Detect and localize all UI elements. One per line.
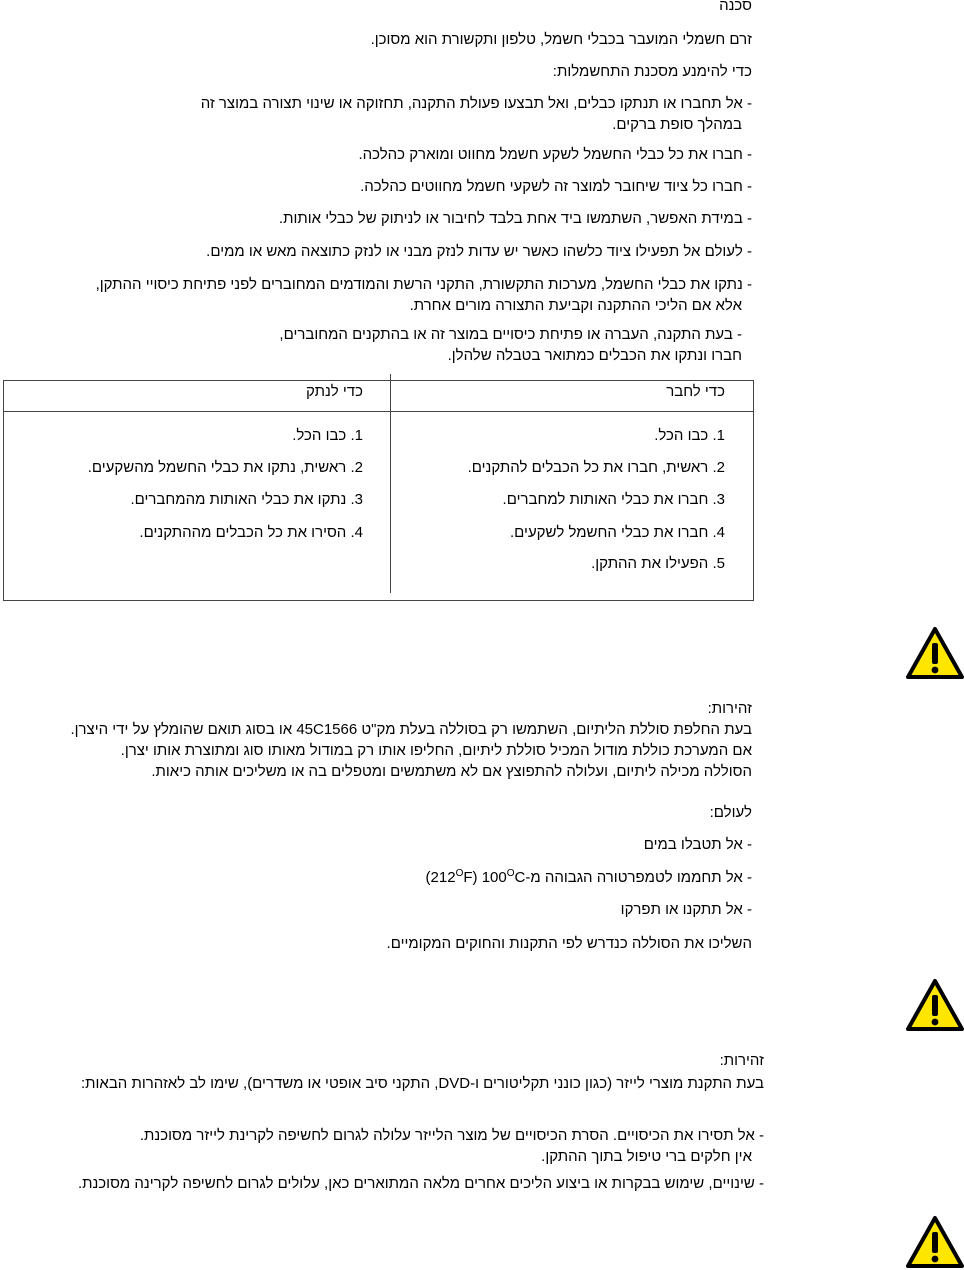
disconnect-step-1: 1. כבו הכל. xyxy=(292,427,363,444)
connect-step-4: 4. חברו את כבלי החשמל לשקעים. xyxy=(510,524,725,541)
danger-bullet-2: - חברו את כל כבלי החשמל לשקע חשמל מחווט ומוארק כהלכה. xyxy=(358,146,752,163)
connect-step-3: 3. חברו את כבלי האותות למחברים. xyxy=(502,491,725,508)
disconnect-step-3: 3. נתקו את כבלי האותות מהמחברים. xyxy=(130,491,363,508)
table-header-divider xyxy=(4,411,753,412)
temp-c-unit: C xyxy=(514,869,526,886)
table-header-connect: כדי לחבר xyxy=(666,383,725,400)
danger-bullet-5: - לעולם אל תפעילו ציוד כלשהו כאשר יש עדות לנזק מבני או לנזק כתוצאה מאש או ממים. xyxy=(206,243,752,260)
laser-intro: בעת התקנת מוצרי לייזר (כגון כונני תקליטורים ו-DVD, התקני סיב אופטי או משדרים), שימו לב לאזהרות הבאות: xyxy=(80,1075,764,1092)
temp-f-degree: O xyxy=(455,868,464,879)
danger-avoid-title: כדי להימנע מסכנת התחשמלות: xyxy=(552,63,752,80)
battery-never-title: לעולם: xyxy=(709,804,752,821)
connect-step-1: 1. כבו הכל. xyxy=(654,427,725,444)
battery-line-2: אם המערכת כוללת מודול המכיל סוללת ליתיום, החליפו אותו רק במודול מאותו סוג ומתוצרת אותו יצרן. xyxy=(120,742,752,759)
laser-caution-title: זהירות: xyxy=(719,1052,764,1069)
battery-line-3: הסוללה מכילה ליתיום, ועלולה להתפוצץ אם לא משתמשים ומטפלים בה או משליכים אותה כיאות. xyxy=(151,763,752,780)
laser-bullet-1-line-2: אין חלקים ברי טיפול בתוך ההתקן. xyxy=(541,1148,752,1165)
connect-step-2: 2. ראשית, חברו את כל הכבלים להתקנים. xyxy=(467,459,725,476)
danger-bullet-3: - חברו כל ציוד שיחובר למוצר זה לשקעי חשמל מחווטים כהלכה. xyxy=(360,178,752,195)
warning-triangle-icon xyxy=(906,978,964,1032)
battery-never-item-3: - אל תתקנו או תפרקו xyxy=(620,901,752,918)
battery-line-1: בעת החלפת סוללת הליתיום, השתמשו רק בסוללה בעלת מק"ט 45C1566 או בסוג תואם שהומלץ על ידי היצרן. xyxy=(70,721,752,738)
laser-bullet-1-line-1: - אל תסירו את הכיסויים. הסרת הכיסויים של מוצר הלייזר עלולה לגרום לחשיפה לקרינת לייזר מסוכנת. xyxy=(139,1127,764,1144)
temp-f-group xyxy=(426,869,478,886)
temp-c-degree: O xyxy=(506,868,515,879)
danger-bullet-1-line-1: - אל תחברו או תנתקו כבלים, ואל תבצעו פעולת התקנה, תחזוקה או שינוי תצורה במוצר זה xyxy=(200,95,752,112)
connect-step-5: 5. הפעילו את ההתקן. xyxy=(591,555,725,572)
danger-bullet-7-line-2: חברו ונתקו את הכבלים כמתואר בטבלה שלהלן. xyxy=(447,347,742,364)
danger-bullet-1-line-2: במהלך סופת ברקים. xyxy=(612,116,742,133)
danger-bullet-6-line-2: אלא אם הליכי ההתקנה וקביעת התצורה מורים אחרת. xyxy=(409,297,742,314)
warning-triangle-icon xyxy=(906,626,964,680)
danger-title: סכנה xyxy=(719,0,752,14)
battery-never-item-1: - אל תטבלו במים xyxy=(643,836,752,853)
battery-dispose: השליכו את הסוללה כנדרש לפי התקנות והחוקים המקומיים. xyxy=(386,935,752,952)
warning-triangle-icon xyxy=(906,1215,964,1269)
battery-never-item-2 xyxy=(426,867,752,888)
disconnect-step-4: 4. הסירו את כל הכבלים מההתקנים. xyxy=(139,524,363,541)
table-column-divider xyxy=(390,374,391,593)
danger-bullet-7-line-1: - בעת התקנה, העברה או פתיחת כיסויים במוצר זה או בהתקנים המחוברים, xyxy=(279,326,742,343)
danger-intro: זרם חשמלי המועבר בכבלי חשמל, טלפון ותקשורת הוא מסוכן. xyxy=(370,31,752,48)
laser-bullet-2: - שינויים, שימוש בבקרות או ביצוע הליכים אחרים מלאה המתוארים כאן, עלולים לגרום לחשיפה לקרינה מסוכנת. xyxy=(77,1175,764,1192)
danger-bullet-6-line-1: - נתקו את כבלי החשמל, מערכות התקשורת, התקני הרשת והמודמים המחוברים לפני פתיחת כיסויי ההתקן, xyxy=(95,276,752,293)
disconnect-step-2: 2. ראשית, נתקו את כבלי החשמל מהשקעים. xyxy=(87,459,363,476)
battery-caution-title: זהירות: xyxy=(707,700,752,717)
temp-f-open: (212 xyxy=(425,869,456,886)
table-header-disconnect: כדי לנתק xyxy=(306,383,363,400)
temp-f-close: F) xyxy=(463,869,478,886)
connect-disconnect-table xyxy=(3,380,754,601)
battery-never-item-2-text: - אל תחממו לטמפרטורה הגבוהה מ-100 xyxy=(481,869,752,886)
danger-bullet-4: - במידת האפשר, השתמשו ביד אחת בלבד לחיבור או לניתוק של כבלי אותות. xyxy=(278,210,752,227)
